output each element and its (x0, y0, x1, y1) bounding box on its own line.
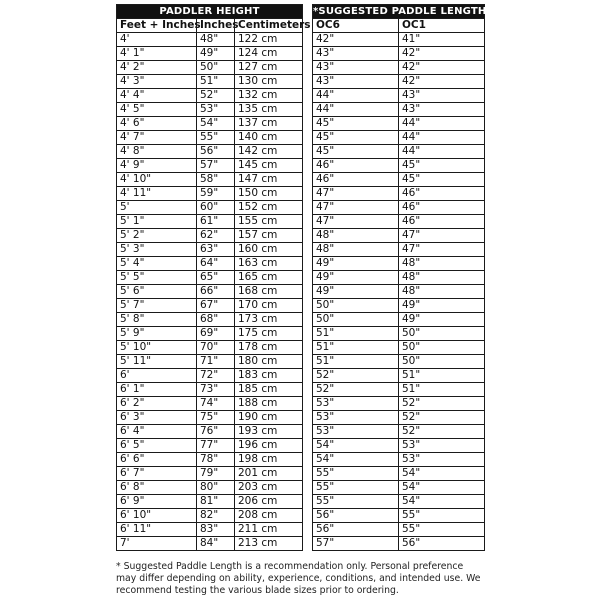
table-row (313, 537, 485, 551)
inches-cell: 78" (197, 453, 235, 467)
oc1-cell: 42" (399, 61, 485, 75)
oc1-cell: 44" (399, 145, 485, 159)
oc6-cell: 45" (313, 145, 399, 159)
table-row (313, 145, 485, 159)
oc6-cell: 55" (313, 495, 399, 509)
feet-inches-cell: 5' 1" (117, 215, 197, 229)
inches-cell: 71" (197, 355, 235, 369)
inches-cell: 56" (197, 145, 235, 159)
paddle-length-table (312, 4, 485, 551)
oc6-cell: 56" (313, 523, 399, 537)
centimeters-cell: 170 cm (235, 299, 303, 313)
paddler-height-header-row (117, 19, 303, 33)
oc1-cell: 51" (399, 383, 485, 397)
feet-inches-cell: 6' 2" (117, 397, 197, 411)
table-row (313, 33, 485, 47)
oc6-cell: 43" (313, 75, 399, 89)
table-row (117, 103, 303, 117)
paddle-length-title: *SUGGESTED PADDLE LENGTH (313, 6, 487, 17)
oc6-cell: 51" (313, 341, 399, 355)
centimeters-cell: 127 cm (235, 61, 303, 75)
table-row (117, 481, 303, 495)
centimeters-cell: 140 cm (235, 131, 303, 145)
feet-inches-cell: 5' 7" (117, 299, 197, 313)
inches-cell: 54" (197, 117, 235, 131)
table-row (313, 425, 485, 439)
table-row (313, 243, 485, 257)
oc1-header: OC1 (399, 19, 485, 33)
oc1-cell: 47" (399, 243, 485, 257)
centimeters-cell: 175 cm (235, 327, 303, 341)
centimeters-cell: 213 cm (235, 537, 303, 551)
centimeters-cell: 124 cm (235, 47, 303, 61)
centimeters-cell: 206 cm (235, 495, 303, 509)
table-row (313, 131, 485, 145)
inches-cell: 62" (197, 229, 235, 243)
oc1-cell: 47" (399, 229, 485, 243)
oc1-cell: 45" (399, 173, 485, 187)
feet-inches-cell: 6' 5" (117, 439, 197, 453)
oc6-cell: 49" (313, 285, 399, 299)
inches-cell: 64" (197, 257, 235, 271)
oc1-cell: 46" (399, 201, 485, 215)
oc1-cell: 48" (399, 257, 485, 271)
inches-cell: 68" (197, 313, 235, 327)
oc1-cell: 52" (399, 411, 485, 425)
feet-inches-cell: 6' 4" (117, 425, 197, 439)
oc6-cell: 52" (313, 369, 399, 383)
feet-inches-cell: 4' 1" (117, 47, 197, 61)
centimeters-cell: 193 cm (235, 425, 303, 439)
table-row (313, 327, 485, 341)
table-row (313, 509, 485, 523)
oc1-cell: 48" (399, 271, 485, 285)
inches-cell: 52" (197, 89, 235, 103)
centimeters-cell: 190 cm (235, 411, 303, 425)
table-row (313, 173, 485, 187)
feet-inches-cell: 4' 8" (117, 145, 197, 159)
table-row (313, 159, 485, 173)
oc6-cell: 50" (313, 299, 399, 313)
table-row (117, 355, 303, 369)
paddler-height-table (116, 4, 311, 551)
oc1-cell: 50" (399, 327, 485, 341)
inches-cell: 58" (197, 173, 235, 187)
table-row (117, 537, 303, 551)
inches-cell: 53" (197, 103, 235, 117)
table-row (313, 285, 485, 299)
centimeters-cell: 201 cm (235, 467, 303, 481)
table-row (117, 75, 303, 89)
table-row (117, 383, 303, 397)
table-row (117, 145, 303, 159)
table-row (313, 453, 485, 467)
centimeters-cell: 152 cm (235, 201, 303, 215)
oc1-cell: 52" (399, 425, 485, 439)
feet-inches-cell: 6' 9" (117, 495, 197, 509)
feet-inches-cell: 5' 11" (117, 355, 197, 369)
feet-inches-cell: 4' 6" (117, 117, 197, 131)
table-row (117, 257, 303, 271)
feet-inches-cell: 4' 11" (117, 187, 197, 201)
oc6-cell: 55" (313, 481, 399, 495)
table-row (313, 61, 485, 75)
table-row (313, 89, 485, 103)
inches-cell: 63" (197, 243, 235, 257)
centimeters-cell: 208 cm (235, 509, 303, 523)
oc6-cell: 56" (313, 509, 399, 523)
table-row (117, 509, 303, 523)
feet-inches-cell: 4' 10" (117, 173, 197, 187)
feet-inches-cell: 5' (117, 201, 197, 215)
feet-inches-header: Feet + Inches (117, 19, 197, 33)
inches-cell: 48" (197, 33, 235, 47)
table-row (117, 271, 303, 285)
inches-cell: 82" (197, 509, 235, 523)
paddle-length-title-row (313, 5, 485, 19)
oc6-cell: 47" (313, 187, 399, 201)
inches-cell: 55" (197, 131, 235, 145)
inches-cell: 79" (197, 467, 235, 481)
oc6-cell: 43" (313, 61, 399, 75)
table-row (117, 229, 303, 243)
inches-cell: 70" (197, 341, 235, 355)
oc1-cell: 48" (399, 285, 485, 299)
footnote: * Suggested Paddle Length is a recommendation only. Personal preference may differ depending on ability, experience, conditions, and intended use. We recommend testing the various blade sizes prior to ordering. (116, 561, 481, 596)
paddler-height-title-row (117, 5, 303, 19)
feet-inches-cell: 6' 8" (117, 481, 197, 495)
oc6-cell: 49" (313, 271, 399, 285)
inches-cell: 73" (197, 383, 235, 397)
oc6-header: OC6 (313, 19, 399, 33)
centimeters-header: Centimeters (235, 19, 303, 33)
table-row (117, 33, 303, 47)
oc1-cell: 53" (399, 453, 485, 467)
oc6-cell: 47" (313, 201, 399, 215)
paddler-height-title: PADDLER HEIGHT (117, 5, 303, 19)
inches-cell: 84" (197, 537, 235, 551)
table-row (117, 61, 303, 75)
table-row (313, 369, 485, 383)
oc1-cell: 55" (399, 523, 485, 537)
oc6-cell: 48" (313, 229, 399, 243)
centimeters-cell: 180 cm (235, 355, 303, 369)
table-row (117, 467, 303, 481)
oc6-cell: 44" (313, 103, 399, 117)
table-row (313, 271, 485, 285)
feet-inches-cell: 6' 10" (117, 509, 197, 523)
oc6-cell: 44" (313, 89, 399, 103)
centimeters-cell: 137 cm (235, 117, 303, 131)
oc1-cell: 42" (399, 47, 485, 61)
inches-cell: 76" (197, 425, 235, 439)
centimeters-cell: 165 cm (235, 271, 303, 285)
inches-cell: 65" (197, 271, 235, 285)
oc6-cell: 49" (313, 257, 399, 271)
oc1-cell: 51" (399, 369, 485, 383)
table-row (313, 103, 485, 117)
feet-inches-cell: 4' 9" (117, 159, 197, 173)
table-row (117, 369, 303, 383)
table-row (313, 117, 485, 131)
inches-cell: 72" (197, 369, 235, 383)
oc1-cell: 43" (399, 89, 485, 103)
table-row (313, 201, 485, 215)
centimeters-cell: 163 cm (235, 257, 303, 271)
feet-inches-cell: 5' 2" (117, 229, 197, 243)
table-row (117, 215, 303, 229)
centimeters-cell: 183 cm (235, 369, 303, 383)
centimeters-cell: 168 cm (235, 285, 303, 299)
inches-header: Inches (197, 19, 235, 33)
table-row (117, 439, 303, 453)
table-row (313, 439, 485, 453)
inches-cell: 77" (197, 439, 235, 453)
table-row (117, 131, 303, 145)
oc1-cell: 46" (399, 187, 485, 201)
inches-cell: 51" (197, 75, 235, 89)
feet-inches-cell: 7' (117, 537, 197, 551)
table-row (313, 495, 485, 509)
oc1-cell: 54" (399, 495, 485, 509)
table-row (117, 243, 303, 257)
inches-cell: 67" (197, 299, 235, 313)
feet-inches-cell: 6' 1" (117, 383, 197, 397)
table-row (313, 397, 485, 411)
inches-cell: 66" (197, 285, 235, 299)
oc1-cell: 46" (399, 215, 485, 229)
oc1-cell: 49" (399, 299, 485, 313)
oc1-cell: 44" (399, 131, 485, 145)
oc6-cell: 42" (313, 33, 399, 47)
table-row (117, 299, 303, 313)
centimeters-cell: 160 cm (235, 243, 303, 257)
feet-inches-cell: 5' 4" (117, 257, 197, 271)
centimeters-cell: 122 cm (235, 33, 303, 47)
oc1-cell: 42" (399, 75, 485, 89)
table-row (117, 173, 303, 187)
oc6-cell: 47" (313, 215, 399, 229)
centimeters-cell: 155 cm (235, 215, 303, 229)
oc1-cell: 50" (399, 355, 485, 369)
oc6-cell: 53" (313, 425, 399, 439)
table-row (313, 411, 485, 425)
oc1-cell: 53" (399, 439, 485, 453)
oc1-cell: 55" (399, 509, 485, 523)
oc1-cell: 54" (399, 481, 485, 495)
oc1-cell: 52" (399, 397, 485, 411)
centimeters-cell: 173 cm (235, 313, 303, 327)
table-row (313, 187, 485, 201)
feet-inches-cell: 4' 5" (117, 103, 197, 117)
oc6-cell: 51" (313, 327, 399, 341)
inches-cell: 81" (197, 495, 235, 509)
centimeters-cell: 142 cm (235, 145, 303, 159)
inches-cell: 75" (197, 411, 235, 425)
centimeters-cell: 203 cm (235, 481, 303, 495)
oc1-cell: 45" (399, 159, 485, 173)
oc6-cell: 52" (313, 383, 399, 397)
feet-inches-cell: 4' 4" (117, 89, 197, 103)
table-row (117, 117, 303, 131)
oc6-cell: 50" (313, 313, 399, 327)
table-row (117, 341, 303, 355)
feet-inches-cell: 4' 2" (117, 61, 197, 75)
centimeters-cell: 132 cm (235, 89, 303, 103)
table-row (117, 187, 303, 201)
centimeters-cell: 188 cm (235, 397, 303, 411)
inches-cell: 83" (197, 523, 235, 537)
inches-cell: 80" (197, 481, 235, 495)
table-row (117, 425, 303, 439)
table-row (313, 229, 485, 243)
centimeters-cell: 130 cm (235, 75, 303, 89)
centimeters-cell: 147 cm (235, 173, 303, 187)
oc6-cell: 45" (313, 117, 399, 131)
oc6-cell: 48" (313, 243, 399, 257)
centimeters-cell: 145 cm (235, 159, 303, 173)
centimeters-cell: 211 cm (235, 523, 303, 537)
feet-inches-cell: 4' 3" (117, 75, 197, 89)
feet-inches-cell: 5' 9" (117, 327, 197, 341)
oc1-cell: 56" (399, 537, 485, 551)
feet-inches-cell: 5' 6" (117, 285, 197, 299)
paddle-length-header-row (313, 19, 485, 33)
oc1-cell: 43" (399, 103, 485, 117)
centimeters-cell: 135 cm (235, 103, 303, 117)
table-row (313, 355, 485, 369)
inches-cell: 50" (197, 61, 235, 75)
oc1-cell: 49" (399, 313, 485, 327)
oc6-cell: 53" (313, 411, 399, 425)
oc1-cell: 41" (399, 33, 485, 47)
oc6-cell: 46" (313, 173, 399, 187)
feet-inches-cell: 6' 6" (117, 453, 197, 467)
table-row (117, 313, 303, 327)
feet-inches-cell: 6' (117, 369, 197, 383)
feet-inches-cell: 4' 7" (117, 131, 197, 145)
oc6-cell: 55" (313, 467, 399, 481)
oc1-cell: 50" (399, 341, 485, 355)
table-row (117, 327, 303, 341)
feet-inches-cell: 5' 3" (117, 243, 197, 257)
table-row (117, 47, 303, 61)
table-row (313, 215, 485, 229)
table-row (313, 383, 485, 397)
table-row (313, 481, 485, 495)
centimeters-cell: 185 cm (235, 383, 303, 397)
oc6-cell: 45" (313, 131, 399, 145)
oc6-cell: 54" (313, 453, 399, 467)
table-row (117, 159, 303, 173)
table-row (117, 397, 303, 411)
inches-cell: 59" (197, 187, 235, 201)
table-row (313, 313, 485, 327)
inches-cell: 61" (197, 215, 235, 229)
feet-inches-cell: 5' 8" (117, 313, 197, 327)
table-row (313, 47, 485, 61)
oc6-cell: 57" (313, 537, 399, 551)
table-row (117, 89, 303, 103)
feet-inches-cell: 6' 3" (117, 411, 197, 425)
feet-inches-cell: 6' 7" (117, 467, 197, 481)
table-row (117, 453, 303, 467)
oc1-cell: 44" (399, 117, 485, 131)
centimeters-cell: 150 cm (235, 187, 303, 201)
oc6-cell: 53" (313, 397, 399, 411)
oc1-cell: 54" (399, 467, 485, 481)
inches-cell: 60" (197, 201, 235, 215)
oc6-cell: 43" (313, 47, 399, 61)
inches-cell: 69" (197, 327, 235, 341)
table-row (313, 523, 485, 537)
table-row (313, 75, 485, 89)
paddler-height-body (117, 33, 303, 551)
table-row (117, 285, 303, 299)
oc6-cell: 46" (313, 159, 399, 173)
centimeters-cell: 157 cm (235, 229, 303, 243)
table-row (117, 495, 303, 509)
inches-cell: 57" (197, 159, 235, 173)
centimeters-cell: 198 cm (235, 453, 303, 467)
inches-cell: 74" (197, 397, 235, 411)
inches-cell: 49" (197, 47, 235, 61)
feet-inches-cell: 6' 11" (117, 523, 197, 537)
table-row (313, 341, 485, 355)
centimeters-cell: 178 cm (235, 341, 303, 355)
table-row (313, 299, 485, 313)
feet-inches-cell: 5' 5" (117, 271, 197, 285)
paddle-length-body (313, 33, 485, 551)
table-row (117, 201, 303, 215)
table-row (117, 411, 303, 425)
centimeters-cell: 196 cm (235, 439, 303, 453)
feet-inches-cell: 5' 10" (117, 341, 197, 355)
oc6-cell: 51" (313, 355, 399, 369)
oc6-cell: 54" (313, 439, 399, 453)
table-row (117, 523, 303, 537)
feet-inches-cell: 4' (117, 33, 197, 47)
table-row (313, 257, 485, 271)
table-row (313, 467, 485, 481)
